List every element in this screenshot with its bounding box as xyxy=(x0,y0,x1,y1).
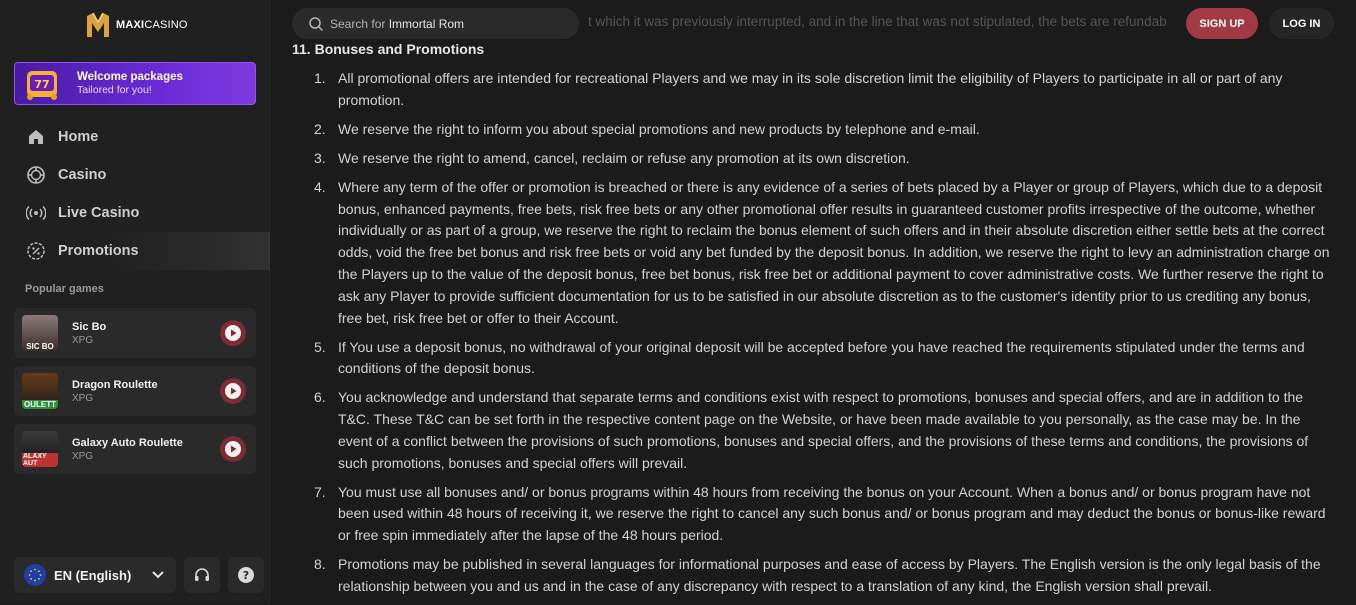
casino-chip-icon xyxy=(26,165,46,185)
popular-games-list xyxy=(14,308,256,482)
item-number: 1. xyxy=(314,70,326,86)
list-item xyxy=(314,554,1334,598)
welcome-packages-banner[interactable] xyxy=(14,62,256,105)
play-icon xyxy=(224,324,242,342)
svg-text:77: 77 xyxy=(34,77,50,91)
support-button[interactable] xyxy=(184,557,220,593)
game-card[interactable] xyxy=(14,424,256,474)
search-icon xyxy=(308,16,324,32)
play-button[interactable] xyxy=(220,436,246,462)
game-thumbnail xyxy=(22,431,58,467)
broadcast-icon xyxy=(26,203,46,223)
nav-item-home[interactable] xyxy=(0,118,270,156)
help-icon xyxy=(237,566,255,584)
play-icon xyxy=(224,440,242,458)
list-item xyxy=(314,337,1334,381)
item-number: 6. xyxy=(314,389,326,406)
welcome-title: Welcome packages xyxy=(77,70,183,83)
item-number: 5. xyxy=(314,338,326,355)
language-label: EN (English) xyxy=(54,567,132,583)
play-icon xyxy=(224,382,242,400)
item-text: You acknowledge and understand that separate terms and conditions exist with respect to promotions, bonuses and special offers, and are in addition to the T&C. These T&C can be set forth in the respective content page on the Website, or have been made available to you personally, as the case may be. In the event of a conflict between the provisions of such promotions, bonuses and special offers, and the provisions of these terms and conditions, the provisions of such promotions, bonuses and special offers will prevail. xyxy=(338,389,1309,471)
nav-label: Promotions xyxy=(58,243,139,259)
list-item xyxy=(314,68,1334,112)
nav-item-live-casino[interactable] xyxy=(0,194,270,232)
faded-text-behind-header: t which it was previously interrupted, and in the line that was not stipulated, the bets are refundab xyxy=(588,14,1167,29)
list-item xyxy=(314,387,1334,474)
headset-icon xyxy=(193,566,211,584)
thumb-text: OULETT xyxy=(24,400,56,409)
item-number: 2. xyxy=(314,120,326,137)
game-provider: XPG xyxy=(72,334,94,346)
play-button[interactable] xyxy=(220,378,246,404)
list-item xyxy=(314,148,1334,170)
list-item xyxy=(314,119,1334,141)
brand-name: MAXICASINO xyxy=(116,19,188,31)
game-title: Sic Bo xyxy=(72,320,107,333)
search-query: Immortal Rom xyxy=(388,16,465,31)
welcome-subtitle: Tailored for you! xyxy=(77,83,152,96)
item-number: 7. xyxy=(314,483,326,500)
sidebar xyxy=(0,0,270,603)
item-text: We reserve the right to inform you about special promotions and new products by telephone and e-mail. xyxy=(338,120,980,137)
sidebar-footer xyxy=(14,557,264,593)
nav-item-casino[interactable] xyxy=(0,156,270,194)
item-text: We reserve the right to amend, cancel, reclaim or refuse any promotion at its own discretion. xyxy=(338,149,910,166)
main-content xyxy=(271,0,1356,603)
nav-label: Live Casino xyxy=(58,205,140,221)
item-text: You must use all bonuses and/ or bonus programs within 48 hours from receiving the bonus on your Account. When a bonus and/ or bonus program have not been used within 48 hours of receiving it, we reserve the right to cancel any such bonus and/ or bonus program and may deduct the bonus or bonus-like reward or free spin immediately after the lapse of the 48 hours period. xyxy=(338,483,1326,544)
item-text: All promotional offers are intended for recreational Players and we may in its sole discretion limit the eligibility of Players to participate in all or part of any promotion. xyxy=(338,70,1283,108)
nav-label: Casino xyxy=(58,167,107,183)
search-prefix: Search for xyxy=(330,16,386,31)
main-nav xyxy=(0,118,270,270)
thumb-text: SIC BO xyxy=(26,342,54,351)
terms-list xyxy=(314,68,1334,605)
item-text: Promotions may be published in several languages for informational purposes and ease of access by Players. The English version is the only legal basis of the relationship between you and us and in the case of any discrepancy with respect to a translation of any kind, the English version shall prevail. xyxy=(338,556,1321,595)
sign-up-button[interactable]: SIGN UP xyxy=(1186,8,1258,39)
chevron-down-icon xyxy=(150,566,166,585)
list-item xyxy=(314,177,1334,330)
search-input[interactable] xyxy=(292,8,579,39)
item-number: 3. xyxy=(314,149,326,166)
logo[interactable] xyxy=(84,10,188,40)
thumb-text: ALAXY AUT xyxy=(22,453,58,467)
play-button[interactable] xyxy=(220,320,246,346)
home-icon xyxy=(26,127,46,147)
eu-flag-icon xyxy=(24,564,46,586)
item-number: 4. xyxy=(314,178,326,195)
list-item xyxy=(314,482,1334,547)
game-thumbnail xyxy=(22,373,58,409)
game-provider: XPG xyxy=(72,450,94,462)
language-selector[interactable] xyxy=(14,557,176,593)
item-text: Where any term of the offer or promotion is breached or there is any evidence of a series of bets placed by a Player or group of Players, which due to a deposit bonus, enhanced payments, free bets, risk free bets or any other promotional offer results in guaranteed customer profits irrespective of the outcome, whether individually or as part of a group, we reserve the right to reclaim the bonus element of such offers and in their absolute discretion either settle bets at the correct odds, void the free bet bonus and risk free bets or void any bet funded by the deposit bonus. In addition, we reserve the right to levy an administration charge on the Players up to the value of the deposit bonus, free bet bonus, risk free bet or additional payment to cover administrative costs. We further reserve the right to ask any Player to provide sufficient documentation for us to be satisfied in our absolute discretion as to the customer's identity prior to us crediting any bonus, free bet, risk free bet or offer to their Account. xyxy=(338,178,1330,326)
item-text: If You use a deposit bonus, no withdrawal of your original deposit will be accepted before you have reached the requirements stipulated under the terms and conditions of the deposit bonus. xyxy=(338,338,1305,377)
section-heading: 11. Bonuses and Promotions xyxy=(292,41,485,57)
help-button[interactable] xyxy=(228,557,264,593)
maxicasino-logo-icon xyxy=(84,10,112,40)
nav-label: Home xyxy=(58,129,99,145)
popular-games-label: Popular games xyxy=(25,283,104,295)
promotion-badge-icon xyxy=(26,241,46,261)
log-in-button[interactable]: LOG IN xyxy=(1269,8,1334,39)
slot-777-icon xyxy=(23,66,61,102)
item-number: 8. xyxy=(314,556,326,573)
game-title: Dragon Roulette xyxy=(72,378,158,391)
game-title: Galaxy Auto Roulette xyxy=(72,436,183,449)
game-card[interactable] xyxy=(14,308,256,358)
svg-text:?: ? xyxy=(242,569,250,582)
game-card[interactable] xyxy=(14,366,256,416)
nav-item-promotions[interactable] xyxy=(0,232,270,270)
game-thumbnail xyxy=(22,315,58,351)
game-provider: XPG xyxy=(72,392,94,404)
